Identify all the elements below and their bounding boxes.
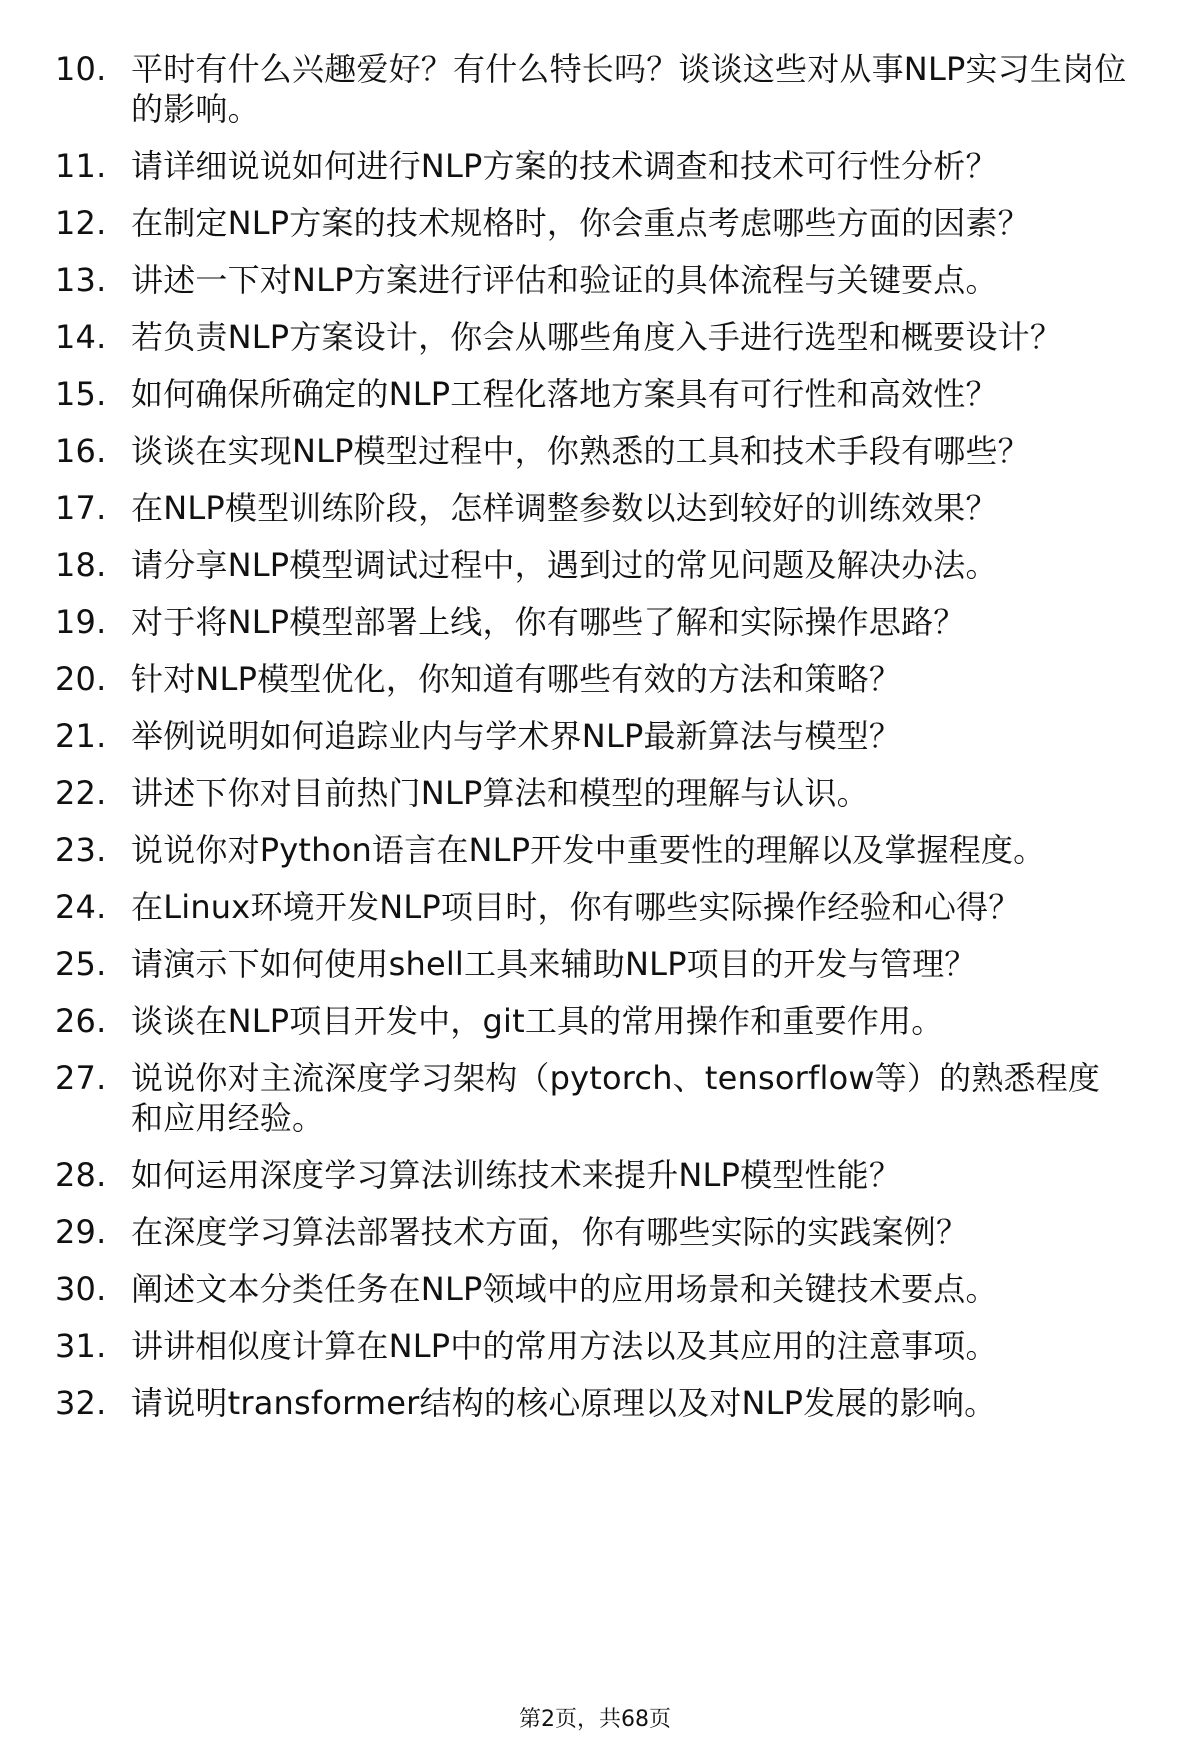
question-number: 11. (55, 147, 107, 185)
question-item (55, 602, 1140, 642)
question-text: 谈谈在实现NLP模型过程中，你熟悉的工具和技术手段有哪些？ (131, 432, 1030, 470)
question-item (55, 773, 1140, 813)
question-number: 30. (55, 1270, 107, 1308)
question-item (55, 545, 1140, 585)
question-text: 请详细说说如何进行NLP方案的技术调查和技术可行性分析？ (131, 147, 998, 185)
question-number: 24. (55, 888, 107, 926)
question-text: 针对NLP模型优化，你知道有哪些有效的方法和策略？ (131, 660, 902, 698)
question-number: 10. (55, 50, 107, 88)
question-item (55, 1001, 1140, 1041)
question-number: 26. (55, 1002, 107, 1040)
question-item (55, 944, 1140, 984)
question-number: 31. (55, 1327, 107, 1365)
question-text: 平时有什么兴趣爱好？有什么特长吗？谈谈这些对从事NLP实习生岗位的影响。 (131, 50, 1127, 128)
question-text: 在NLP模型训练阶段，怎样调整参数以达到较好的训练效果？ (131, 489, 998, 527)
question-item (55, 1269, 1140, 1309)
question-text: 请说明transformer结构的核心原理以及对NLP发展的影响。 (131, 1384, 997, 1422)
question-text: 讲讲相似度计算在NLP中的常用方法以及其应用的注意事项。 (131, 1327, 998, 1365)
question-text: 在制定NLP方案的技术规格时，你会重点考虑哪些方面的因素？ (131, 204, 1030, 242)
question-text: 在Linux环境开发NLP项目时，你有哪些实际操作经验和心得？ (131, 888, 1021, 926)
question-text: 如何运用深度学习算法训练技术来提升NLP模型性能？ (131, 1156, 902, 1194)
question-item (55, 887, 1140, 927)
question-item (55, 1058, 1140, 1138)
question-number: 22. (55, 774, 107, 812)
question-number: 28. (55, 1156, 107, 1194)
question-item (55, 1155, 1140, 1195)
question-text: 在深度学习算法部署技术方面，你有哪些实际的实践案例？ (131, 1213, 969, 1251)
question-item (55, 488, 1140, 528)
question-item (55, 146, 1140, 186)
question-text: 说说你对Python语言在NLP开发中重要性的理解以及掌握程度。 (131, 831, 1046, 869)
question-number: 16. (55, 432, 107, 470)
question-number: 20. (55, 660, 107, 698)
question-text: 讲述一下对NLP方案进行评估和验证的具体流程与关键要点。 (131, 261, 998, 299)
question-text: 讲述下你对目前热门NLP算法和模型的理解与认识。 (131, 774, 869, 812)
question-number: 29. (55, 1213, 107, 1251)
question-item (55, 830, 1140, 870)
question-number: 25. (55, 945, 107, 983)
question-item (55, 374, 1140, 414)
page-footer: 第2页，共68页 (519, 1707, 671, 1732)
question-item (55, 659, 1140, 699)
question-number: 32. (55, 1384, 107, 1422)
question-item (55, 1212, 1140, 1252)
question-number: 17. (55, 489, 107, 527)
question-text: 请分享NLP模型调试过程中，遇到过的常见问题及解决办法。 (131, 546, 998, 584)
question-text: 对于将NLP模型部署上线，你有哪些了解和实际操作思路？ (131, 603, 966, 641)
question-number: 21. (55, 717, 107, 755)
question-number: 19. (55, 603, 107, 641)
question-number: 18. (55, 546, 107, 584)
question-number: 23. (55, 831, 107, 869)
question-number: 15. (55, 375, 107, 413)
question-text: 如何确保所确定的NLP工程化落地方案具有可行性和高效性？ (131, 375, 998, 413)
question-item (55, 317, 1140, 357)
question-item (55, 716, 1140, 756)
question-item (55, 260, 1140, 300)
question-list (55, 49, 1140, 1423)
question-text: 若负责NLP方案设计，你会从哪些角度入手进行选型和概要设计？ (131, 318, 1063, 356)
question-text: 阐述文本分类任务在NLP领域中的应用场景和关键技术要点。 (131, 1270, 998, 1308)
question-item (55, 203, 1140, 243)
question-text: 请演示下如何使用shell工具来辅助NLP项目的开发与管理？ (131, 945, 977, 983)
question-number: 27. (55, 1059, 107, 1097)
question-text: 举例说明如何追踪业内与学术界NLP最新算法与模型？ (131, 717, 902, 755)
question-item (55, 431, 1140, 471)
question-number: 13. (55, 261, 107, 299)
question-text: 谈谈在NLP项目开发中，git工具的常用操作和重要作用。 (131, 1002, 944, 1040)
question-item (55, 1326, 1140, 1366)
question-text: 说说你对主流深度学习架构（pytorch、tensorflow等）的熟悉程度和应用经验。 (131, 1059, 1101, 1137)
question-item (55, 49, 1140, 129)
question-item (55, 1383, 1140, 1423)
question-number: 14. (55, 318, 107, 356)
question-number: 12. (55, 204, 107, 242)
